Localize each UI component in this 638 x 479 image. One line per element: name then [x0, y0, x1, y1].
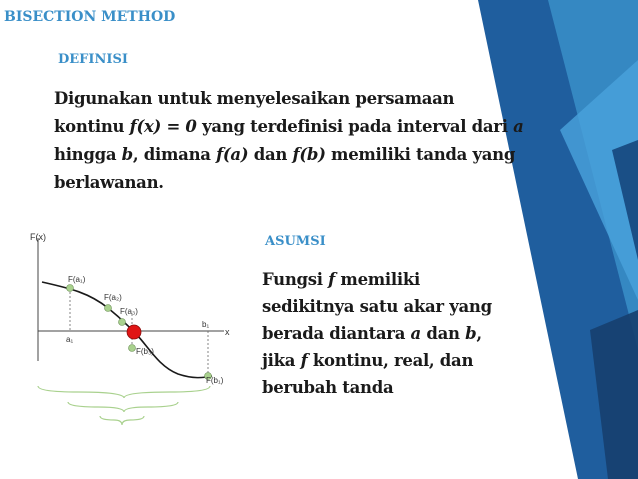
definition-text: [54, 85, 524, 197]
assumption-label: ASUMSI: [265, 234, 326, 249]
x-axis-label: x: [225, 327, 230, 337]
definition-fa: f(a): [216, 145, 249, 164]
root-point: [127, 325, 141, 339]
assumption-part: dan: [420, 324, 466, 343]
point-fb3: [129, 345, 136, 352]
label-fa3: F(a₃): [120, 307, 138, 316]
interval-brace-3: [100, 416, 144, 425]
bisection-graph: [28, 226, 258, 436]
assumption-var-f: f: [300, 351, 308, 370]
assumption-part: , jika: [262, 324, 482, 370]
definition-part: hingga: [54, 145, 122, 164]
assumption-part: Fungsi: [262, 270, 329, 289]
point-fa3: [119, 319, 126, 326]
definition-label: DEFINISI: [58, 52, 128, 67]
assumption-part: kontinu, real, dan berubah tanda: [262, 351, 474, 397]
assumption-var-b: b: [465, 324, 477, 343]
definition-part: yang terdefinisi pada interval dari: [196, 117, 514, 136]
assumption-part: memiliki sedikitnya satu akar yang berada diantara: [262, 270, 492, 343]
definition-part: Digunakan untuk menyelesaikan persamaan kontinu: [54, 89, 455, 136]
point-fa1: [67, 285, 74, 292]
definition-part: memiliki tanda yang berlawanan.: [54, 145, 516, 192]
tick-a1: a₁: [66, 335, 74, 344]
label-fb3: F(b₃): [136, 347, 154, 356]
assumption-text: [262, 266, 512, 401]
definition-equation: f(x) = 0: [129, 117, 197, 136]
label-fa1: F(a₁): [68, 275, 86, 284]
header-title: BISECTION METHOD: [4, 9, 176, 25]
assumption-var-a: a: [410, 324, 421, 343]
definition-var-a: a: [513, 117, 524, 136]
label-fa2: F(a₂): [104, 293, 122, 302]
definition-part: dan: [248, 145, 293, 164]
label-fb1: F(b₁): [206, 376, 224, 385]
interval-brace-2: [68, 402, 178, 412]
definition-var-b: b: [121, 145, 133, 164]
interval-brace-1: [38, 386, 210, 398]
definition-fb: f(b): [292, 145, 326, 164]
point-fa2: [105, 305, 112, 312]
y-axis-label: F(x): [30, 232, 46, 242]
definition-part: , dimana: [132, 145, 217, 164]
tick-b1: b₁: [202, 320, 210, 329]
assumption-var-f: f: [328, 270, 335, 289]
